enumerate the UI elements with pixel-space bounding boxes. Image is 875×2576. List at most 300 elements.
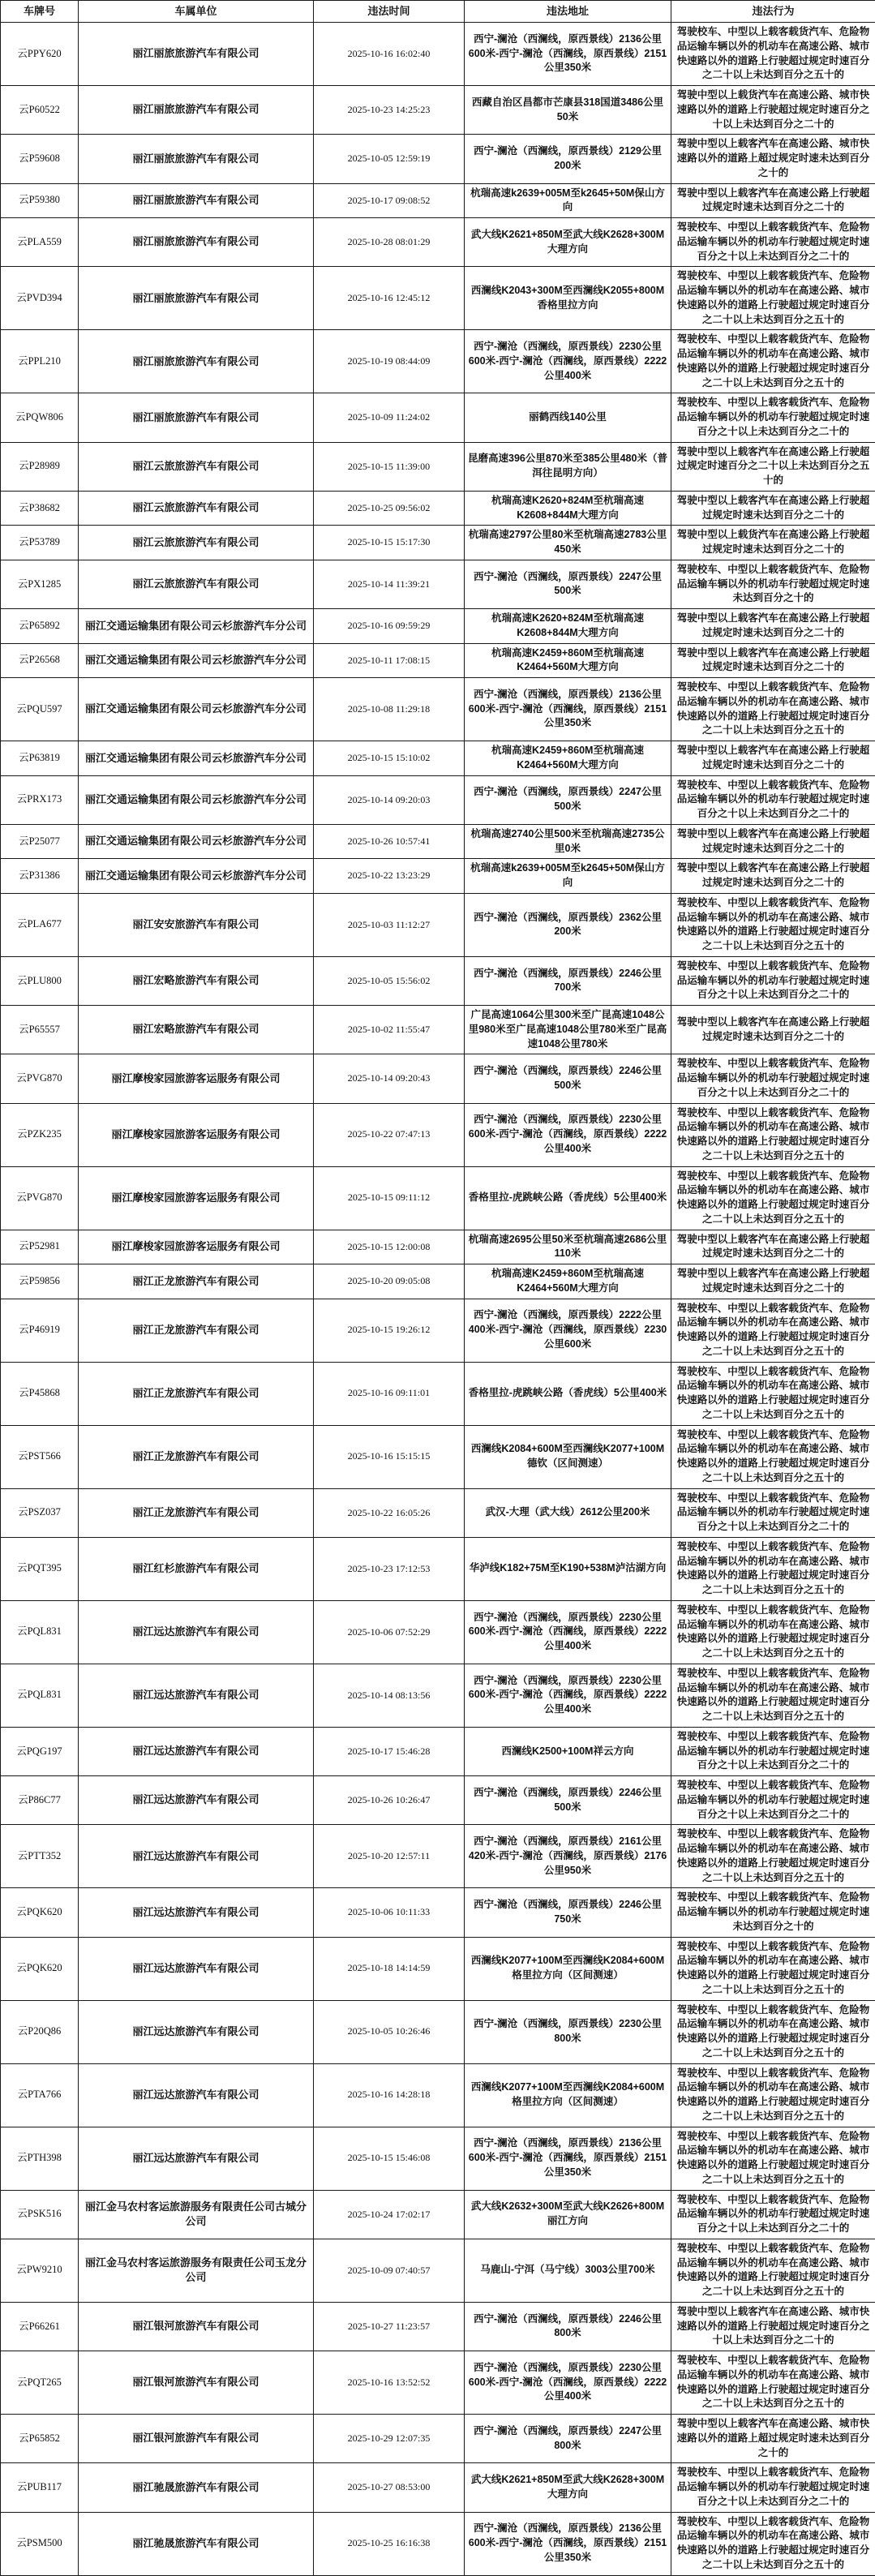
table-row [1,1299,875,1362]
cell-unit: 丽江宏略旅游汽车有限公司 [79,956,314,1005]
cell-address: 西宁-澜沧（西澜线，原西景线）2230公里600米-西宁-澜沧（西澜线，原西景线）2222公里400米 [465,330,671,393]
cell-behavior: 驾驶校车、中型以上载客载货汽车、危险物品运输车辆以外的机动车行驶超过规定时速未达到百分之十的 [671,1888,875,1937]
table-row [1,1776,875,1825]
cell-behavior: 驾驶中型以上载货汽车在高速公路、城市快速路以外的道路上行驶超过规定时速百分之十以上未达到百分之二十的 [671,86,875,135]
cell-behavior: 驾驶中型以上载客汽车在高速公路上行驶超过规定时速未达到百分之二十的 [671,643,875,678]
cell-unit: 丽江远达旅游汽车有限公司 [79,1600,314,1664]
cell-unit: 丽江交通运输集团有限公司云杉旅游汽车分公司 [79,609,314,644]
cell-unit: 丽江丽旅旅游汽车有限公司 [79,267,314,330]
cell-behavior: 驾驶中型以上载客汽车在高速公路上行驶超过规定时速未达到百分之二十的 [671,824,875,859]
cell-plate: 云PQG197 [1,1727,79,1775]
cell-unit: 丽江银河旅游汽车有限公司 [79,2351,314,2415]
column-header-behavior: 违法行为 [671,1,875,23]
cell-unit: 丽江远达旅游汽车有限公司 [79,1776,314,1825]
cell-address: 西宁-澜沧（西澜线，原西景线）2246公里750米 [465,1888,671,1937]
table-row [1,560,875,608]
cell-time: 2025-10-27 11:23:57 [314,2302,465,2351]
cell-time: 2025-10-22 07:47:13 [314,1103,465,1166]
cell-time: 2025-10-15 12:00:08 [314,1230,465,1264]
cell-time: 2025-10-26 10:57:41 [314,824,465,859]
cell-plate: 云PVD394 [1,267,79,330]
table-row [1,1825,875,1888]
cell-time: 2025-10-15 19:26:12 [314,1299,465,1362]
table-row [1,442,875,491]
cell-behavior: 驾驶校车、中型以上载客载货汽车、危险物品运输车辆以外的机动车在高速公路、城市快速路以外的道路上行驶超过规定时速百分之二十以上未达到百分之五十的 [671,1103,875,1166]
cell-plate: 云P28989 [1,442,79,491]
cell-time: 2025-10-03 11:12:27 [314,893,465,956]
cell-address: 西宁-澜沧（西澜线，原西景线）2136公里600米-西宁-澜沧（西澜线，原西景线）2151公里350米 [465,678,671,741]
cell-address: 杭瑞高速2797公里80米至杭瑞高速2783公里450米 [465,526,671,560]
cell-time: 2025-10-16 09:11:01 [314,1362,465,1425]
cell-unit: 丽江云旅旅游汽车有限公司 [79,560,314,608]
cell-unit: 丽江银河旅游汽车有限公司 [79,2302,314,2351]
cell-unit: 丽江正龙旅游汽车有限公司 [79,1299,314,1362]
cell-address: 西宁-澜沧（西澜线，原西景线）2230公里600米-西宁-澜沧（西澜线，原西景线）2222公里400米 [465,2351,671,2415]
cell-plate: 云P38682 [1,491,79,526]
cell-unit: 丽江云旅旅游汽车有限公司 [79,442,314,491]
cell-behavior: 驾驶中型以上载客汽车在高速公路上行驶超过规定时速未达到百分之二十的 [671,741,875,776]
cell-unit: 丽江丽旅旅游汽车有限公司 [79,135,314,183]
cell-time: 2025-10-16 13:52:52 [314,2351,465,2415]
table-row [1,2463,875,2512]
cell-plate: 云PSM500 [1,2512,79,2575]
cell-unit: 丽江摩梭家园旅游客运服务有限公司 [79,1054,314,1103]
table-row [1,2512,875,2575]
cell-time: 2025-10-27 08:53:00 [314,2463,465,2512]
cell-address: 西宁-澜沧（西澜线，原西景线）2247公里800米 [465,2415,671,2463]
cell-address: 西宁-澜沧（西澜线，原西景线）2129公里200米 [465,135,671,183]
cell-plate: 云P52981 [1,1230,79,1264]
cell-time: 2025-10-11 17:08:15 [314,643,465,678]
cell-address: 广昆高速1064公里300米至广昆高速1048公里980米至广昆高速1048公里780米至广昆高速1048公里780米 [465,1006,671,1054]
table-row [1,1054,875,1103]
table-row [1,1230,875,1264]
cell-plate: 云P25077 [1,824,79,859]
cell-behavior: 驾驶校车、中型以上载客载货汽车、危险物品运输车辆以外的机动车在高速公路、城市快速路以外的道路上行驶超过规定时速百分之二十以上未达到百分之五十的 [671,1664,875,1727]
cell-address: 武大线K2632+300M至武大线K2626+800M丽江方向 [465,2190,671,2239]
table-row [1,1888,875,1937]
cell-plate: 云P66261 [1,2302,79,2351]
cell-address: 西宁-澜沧（西澜线，原西景线）2246公里700米 [465,956,671,1005]
cell-time: 2025-10-09 07:40:57 [314,2239,465,2302]
cell-plate: 云P59380 [1,183,79,218]
table-row [1,1664,875,1727]
cell-behavior: 驾驶校车、中型以上载客载货汽车、危险物品运输车辆以外的机动车行驶超过规定时速百分之十以上未达到百分之二十的 [671,775,875,824]
cell-behavior: 驾驶校车、中型以上载客载货汽车、危险物品运输车辆以外的机动车在高速公路、城市快速路以外的道路上行驶超过规定时速百分之二十以上未达到百分之五十的 [671,2127,875,2190]
cell-address: 西澜线K2077+100M至西澜线K2084+600M格里拉方向（区间测速） [465,1937,671,2000]
cell-plate: 云PSZ037 [1,1488,79,1537]
cell-time: 2025-10-28 08:01:29 [314,218,465,267]
cell-address: 西澜线K2043+300M至西澜线K2055+800M香格里拉方向 [465,267,671,330]
cell-address: 西宁-澜沧（西澜线，原西景线）2246公里500米 [465,1776,671,1825]
cell-behavior: 驾驶校车、中型以上载客载货汽车、危险物品运输车辆以外的机动车行驶超过规定时速百分之十以上未达到百分之二十的 [671,956,875,1005]
table-row [1,824,875,859]
cell-time: 2025-10-16 09:59:29 [314,609,465,644]
cell-time: 2025-10-15 11:39:00 [314,442,465,491]
cell-unit: 丽江红杉旅游汽车有限公司 [79,1537,314,1600]
cell-unit: 丽江云旅旅游汽车有限公司 [79,526,314,560]
cell-address: 杭瑞高速K2459+860M至杭瑞高速K2464+560M大理方向 [465,643,671,678]
table-row [1,330,875,393]
cell-plate: 云PQW806 [1,393,79,442]
column-header-time: 违法时间 [314,1,465,23]
cell-plate: 云PVG870 [1,1166,79,1230]
cell-unit: 丽江远达旅游汽车有限公司 [79,1888,314,1937]
cell-address: 杭瑞高速K2620+824M至杭瑞高速K2608+844M大理方向 [465,609,671,644]
cell-time: 2025-10-22 16:05:26 [314,1488,465,1537]
cell-plate: 云PPY620 [1,23,79,86]
table-row [1,1166,875,1230]
cell-unit: 丽江远达旅游汽车有限公司 [79,2000,314,2063]
cell-plate: 云PST566 [1,1425,79,1488]
table-row [1,1264,875,1299]
cell-plate: 云P65852 [1,2415,79,2463]
cell-plate: 云P59856 [1,1264,79,1299]
cell-address: 杭瑞高速K2620+824M至杭瑞高速K2608+844M大理方向 [465,491,671,526]
cell-time: 2025-10-14 11:39:21 [314,560,465,608]
cell-time: 2025-10-06 07:52:29 [314,1600,465,1664]
cell-address: 西宁-澜沧（西澜线，原西景线）2161公里420米-西宁-澜沧（西澜线，原西景线）2176公里950米 [465,1825,671,1888]
cell-time: 2025-10-16 15:15:15 [314,1425,465,1488]
cell-address: 西宁-澜沧（西澜线，原西景线）2230公里600米-西宁-澜沧（西澜线，原西景线）2222公里400米 [465,1600,671,1664]
cell-address: 西宁-澜沧（西澜线，原西景线）2230公里600米-西宁-澜沧（西澜线，原西景线）2222公里400米 [465,1103,671,1166]
cell-address: 香格里拉-虎跳峡公路（香虎线）5公里400米 [465,1166,671,1230]
cell-unit: 丽江丽旅旅游汽车有限公司 [79,393,314,442]
cell-unit: 丽江宏略旅游汽车有限公司 [79,1006,314,1054]
cell-time: 2025-10-20 09:05:08 [314,1264,465,1299]
cell-unit: 丽江远达旅游汽车有限公司 [79,1727,314,1775]
cell-time: 2025-10-05 15:56:02 [314,956,465,1005]
cell-unit: 丽江金马农村客运旅游服务有限责任公司古城分公司 [79,2190,314,2239]
cell-behavior: 驾驶中型以上载客汽车在高速公路、城市快速路以外的道路上超过规定时速未达到百分之十的 [671,135,875,183]
cell-behavior: 驾驶校车、中型以上载客载货汽车、危险物品运输车辆以外的机动车在高速公路、城市快速路以外的道路上行驶超过规定时速百分之二十以上未达到百分之五十的 [671,330,875,393]
cell-unit: 丽江丽旅旅游汽车有限公司 [79,23,314,86]
cell-behavior: 驾驶中型以上载货汽车在高速公路上行驶超过规定时速未达到百分之二十的 [671,526,875,560]
cell-address: 西宁-澜沧（西澜线，原西景线）2247公里500米 [465,775,671,824]
cell-unit: 丽江正龙旅游汽车有限公司 [79,1488,314,1537]
cell-behavior: 驾驶校车、中型以上载客载货汽车、危险物品运输车辆以外的机动车在高速公路、城市快速路以外的道路上行驶超过规定时速百分之二十以上未达到百分之五十的 [671,1600,875,1664]
cell-address: 西澜线K2500+100M祥云方向 [465,1727,671,1775]
cell-time: 2025-10-14 09:20:03 [314,775,465,824]
cell-unit: 丽江丽旅旅游汽车有限公司 [79,218,314,267]
cell-plate: 云PVG870 [1,1054,79,1103]
table-row [1,2190,875,2239]
cell-unit: 丽江交通运输集团有限公司云杉旅游汽车分公司 [79,859,314,894]
table-row [1,2351,875,2415]
cell-unit: 丽江丽旅旅游汽车有限公司 [79,330,314,393]
cell-address: 杭瑞高速K2459+860M至杭瑞高速K2464+560M大理方向 [465,741,671,776]
cell-address: 马鹿山-宁洱（马宁线）3003公里700米 [465,2239,671,2302]
cell-behavior: 驾驶校车、中型以上载客载货汽车、危险物品运输车辆以外的机动车在高速公路、城市快速路以外的道路上行驶超过规定时速百分之二十以上未达到百分之五十的 [671,1537,875,1600]
cell-unit: 丽江丽旅旅游汽车有限公司 [79,86,314,135]
cell-address: 杭瑞高速k2639+005M至k2645+50M保山方向 [465,183,671,218]
cell-behavior: 驾驶校车、中型以上载客载货汽车、危险物品运输车辆以外的机动车行驶超过规定时速百分之十以上未达到百分之二十的 [671,1776,875,1825]
cell-behavior: 驾驶中型以上载客汽车在高速公路上行驶超过规定时速未达到百分之二十的 [671,491,875,526]
cell-behavior: 驾驶校车、中型以上载客载货汽车、危险物品运输车辆以外的机动车在高速公路、城市快速路以外的道路上行驶超过规定时速百分之二十以上未达到百分之五十的 [671,1937,875,2000]
cell-time: 2025-10-23 14:25:23 [314,86,465,135]
cell-address: 西宁-澜沧（西澜线，原西景线）2362公里200米 [465,893,671,956]
cell-address: 武大线K2621+850M至武大线K2628+300M大理方向 [465,218,671,267]
cell-unit: 丽江正龙旅游汽车有限公司 [79,1264,314,1299]
cell-time: 2025-10-22 13:23:29 [314,859,465,894]
cell-address: 西宁-澜沧（西澜线，原西景线）2136公里600米-西宁-澜沧（西澜线，原西景线）2151公里350米 [465,23,671,86]
table-row [1,2302,875,2351]
cell-plate: 云P86C77 [1,1776,79,1825]
cell-plate: 云P53789 [1,526,79,560]
table-row [1,23,875,86]
cell-plate: 云PTA766 [1,2063,79,2127]
cell-behavior: 驾驶中型以上载客汽车在高速公路上行驶超过规定时速未达到百分之二十的 [671,859,875,894]
cell-address: 西宁-澜沧（西澜线，原西景线）2136公里600米-西宁-澜沧（西澜线，原西景线）2151公里350米 [465,2512,671,2575]
cell-time: 2025-10-15 15:10:02 [314,741,465,776]
cell-time: 2025-10-23 17:12:53 [314,1537,465,1600]
cell-behavior: 驾驶中型以上载客汽车在高速公路上行驶超过规定时速未达到百分之二十的 [671,1006,875,1054]
cell-time: 2025-10-16 12:45:12 [314,267,465,330]
cell-address: 西澜线K2084+600M至西澜线K2077+100M德钦（区间测速） [465,1425,671,1488]
cell-unit: 丽江远达旅游汽车有限公司 [79,1937,314,2000]
cell-behavior: 驾驶校车、中型以上载客载货汽车、危险物品运输车辆以外的机动车在高速公路、城市快速路以外的道路上行驶超过规定时速百分之二十以上未达到百分之五十的 [671,2351,875,2415]
table-row [1,267,875,330]
table-row [1,526,875,560]
cell-behavior: 驾驶校车、中型以上载客载货汽车、危险物品运输车辆以外的机动车行驶超过规定时速百分之十以上未达到百分之二十的 [671,2463,875,2512]
cell-plate: 云PX1285 [1,560,79,608]
cell-time: 2025-10-15 15:17:30 [314,526,465,560]
table-row [1,859,875,894]
cell-unit: 丽江正龙旅游汽车有限公司 [79,1362,314,1425]
cell-plate: 云P63819 [1,741,79,776]
table-row [1,893,875,956]
cell-time: 2025-10-25 16:16:38 [314,2512,465,2575]
table-row [1,609,875,644]
cell-behavior: 驾驶中型以上载客汽车在高速公路上行驶超过规定时速未达到百分之二十的 [671,1264,875,1299]
cell-plate: 云PW9210 [1,2239,79,2302]
cell-behavior: 驾驶校车、中型以上载客载货汽车、危险物品运输车辆以外的机动车在高速公路、城市快速路以外的道路上行驶超过规定时速百分之二十以上未达到百分之五十的 [671,2000,875,2063]
column-header-address: 违法地址 [465,1,671,23]
cell-address: 华泸线K182+75M至K190+538M泸沽湖方向 [465,1537,671,1600]
cell-plate: 云PZK235 [1,1103,79,1166]
cell-behavior: 驾驶校车、中型以上载客载货汽车、危险物品运输车辆以外的机动车行驶超过规定时速未达到百分之十的 [671,560,875,608]
cell-behavior: 驾驶中型以上载客汽车在高速公路上行驶超过规定时速百分之二十以上未达到百分之五十的 [671,442,875,491]
cell-behavior: 驾驶中型以上载客汽车在高速公路上行驶超过规定时速未达到百分之二十的 [671,183,875,218]
cell-unit: 丽江金马农村客运旅游服务有限责任公司玉龙分公司 [79,2239,314,2302]
cell-time: 2025-10-17 15:46:28 [314,1727,465,1775]
cell-time: 2025-10-09 11:24:02 [314,393,465,442]
cell-behavior: 驾驶校车、中型以上载客载货汽车、危险物品运输车辆以外的机动车行驶超过规定时速百分之十以上未达到百分之二十的 [671,2190,875,2239]
cell-plate: 云PQU597 [1,678,79,741]
cell-behavior: 驾驶校车、中型以上载客载货汽车、危险物品运输车辆以外的机动车在高速公路、城市快速路以外的道路上行驶超过规定时速百分之二十以上未达到百分之五十的 [671,678,875,741]
cell-behavior: 驾驶校车、中型以上载客载货汽车、危险物品运输车辆以外的机动车在高速公路、城市快速路以外的道路上行驶超过规定时速百分之二十以上未达到百分之五十的 [671,2063,875,2127]
cell-plate: 云PQK620 [1,1888,79,1937]
cell-behavior: 驾驶中型以上载客汽车在高速公路、城市快速路以外的道路上行驶超过规定时速百分之十以上未达到百分之二十的 [671,2302,875,2351]
table-row [1,2000,875,2063]
cell-behavior: 驾驶中型以上载客汽车在高速公路上行驶超过规定时速未达到百分之二十的 [671,1230,875,1264]
cell-behavior: 驾驶校车、中型以上载客载货汽车、危险物品运输车辆以外的机动车在高速公路、城市快速路以外的道路上行驶超过规定时速百分之二十以上未达到百分之五十的 [671,893,875,956]
column-header-plate: 车牌号 [1,1,79,23]
cell-time: 2025-10-29 12:07:35 [314,2415,465,2463]
cell-unit: 丽江交通运输集团有限公司云杉旅游汽车分公司 [79,741,314,776]
table-row [1,678,875,741]
cell-address: 西宁-澜沧（西澜线，原西景线）2136公里600米-西宁-澜沧（西澜线，原西景线）2151公里350米 [465,2127,671,2190]
table-row [1,1537,875,1600]
cell-behavior: 驾驶校车、中型以上载客载货汽车、危险物品运输车辆以外的机动车行驶超过规定时速百分之十以上未达到百分之二十的 [671,393,875,442]
cell-behavior: 驾驶校车、中型以上载客载货汽车、危险物品运输车辆以外的机动车在高速公路、城市快速路以外的道路上行驶超过规定时速百分之二十以上未达到百分之五十的 [671,1166,875,1230]
table-row [1,1006,875,1054]
header-row [1,1,875,23]
cell-plate: 云P59608 [1,135,79,183]
cell-time: 2025-10-02 11:55:47 [314,1006,465,1054]
cell-unit: 丽江交通运输集团有限公司云杉旅游汽车分公司 [79,824,314,859]
cell-unit: 丽江驰晟旅游汽车有限公司 [79,2463,314,2512]
cell-plate: 云P45868 [1,1362,79,1425]
table-body [1,23,875,2576]
cell-unit: 丽江远达旅游汽车有限公司 [79,2127,314,2190]
cell-address: 西宁-澜沧（西澜线，原西景线）2246公里500米 [465,1054,671,1103]
cell-behavior: 驾驶校车、中型以上载客载货汽车、危险物品运输车辆以外的机动车在高速公路、城市快速路以外的道路上行驶超过规定时速百分之二十以上未达到百分之五十的 [671,1825,875,1888]
cell-address: 西宁-澜沧（西澜线，原西景线）2246公里800米 [465,2302,671,2351]
cell-plate: 云P60522 [1,86,79,135]
cell-time: 2025-10-06 10:11:33 [314,1888,465,1937]
cell-plate: 云PQL831 [1,1600,79,1664]
cell-plate: 云PLA559 [1,218,79,267]
cell-plate: 云PTH398 [1,2127,79,2190]
cell-unit: 丽江交通运输集团有限公司云杉旅游汽车分公司 [79,678,314,741]
cell-plate: 云P31386 [1,859,79,894]
cell-plate: 云PLU800 [1,956,79,1005]
table-row [1,2063,875,2127]
table-row [1,1362,875,1425]
table-row [1,643,875,678]
table-row [1,1488,875,1537]
cell-plate: 云P20Q86 [1,2000,79,2063]
cell-address: 西澜线K2077+100M至西澜线K2084+600M格里拉方向（区间测速） [465,2063,671,2127]
cell-plate: 云PTT352 [1,1825,79,1888]
cell-time: 2025-10-16 14:28:18 [314,2063,465,2127]
table-row [1,1103,875,1166]
table-row [1,393,875,442]
cell-unit: 丽江远达旅游汽车有限公司 [79,2063,314,2127]
cell-time: 2025-10-17 09:08:52 [314,183,465,218]
cell-plate: 云P65557 [1,1006,79,1054]
cell-unit: 丽江驰晟旅游汽车有限公司 [79,2512,314,2575]
cell-address: 武汉-大理（武大线）2612公里200米 [465,1488,671,1537]
cell-time: 2025-10-15 15:46:08 [314,2127,465,2190]
table-row [1,2127,875,2190]
table-row [1,86,875,135]
cell-time: 2025-10-26 10:26:47 [314,1776,465,1825]
cell-plate: 云PLA677 [1,893,79,956]
cell-time: 2025-10-20 12:57:11 [314,1825,465,1888]
cell-plate: 云PQK620 [1,1937,79,2000]
cell-unit: 丽江远达旅游汽车有限公司 [79,1664,314,1727]
cell-time: 2025-10-14 09:20:43 [314,1054,465,1103]
cell-address: 香格里拉-虎跳峡公路（香虎线）5公里400米 [465,1362,671,1425]
table-row [1,135,875,183]
table-row [1,2415,875,2463]
cell-behavior: 驾驶校车、中型以上载客载货汽车、危险物品运输车辆以外的机动车行驶超过规定时速百分之十以上未达到百分之二十的 [671,1054,875,1103]
cell-address: 丽鹤西线140公里 [465,393,671,442]
cell-behavior: 驾驶校车、中型以上载客载货汽车、危险物品运输车辆以外的机动车行驶超过规定时速百分之十以上未达到百分之二十的 [671,218,875,267]
table-row [1,2239,875,2302]
cell-address: 西宁-澜沧（西澜线，原西景线）2247公里500米 [465,560,671,608]
cell-address: 西宁-澜沧（西澜线，原西景线）2222公里400米-西宁-澜沧（西澜线，原西景线）2230公里600米 [465,1299,671,1362]
cell-plate: 云P26568 [1,643,79,678]
cell-address: 昆磨高速396公里870米至385公里480米（普洱往昆明方向） [465,442,671,491]
cell-plate: 云PQT265 [1,2351,79,2415]
table-header [1,1,875,23]
cell-time: 2025-10-05 12:59:19 [314,135,465,183]
column-header-unit: 车属单位 [79,1,314,23]
table-row [1,741,875,776]
cell-unit: 丽江交通运输集团有限公司云杉旅游汽车分公司 [79,775,314,824]
cell-behavior: 驾驶校车、中型以上载客载货汽车、危险物品运输车辆以外的机动车行驶超过规定时速百分之十以上未达到百分之二十的 [671,1727,875,1775]
cell-plate: 云PQL831 [1,1664,79,1727]
cell-plate: 云P46919 [1,1299,79,1362]
cell-plate: 云PQT395 [1,1537,79,1600]
cell-behavior: 驾驶校车、中型以上载客载货汽车、危险物品运输车辆以外的机动车在高速公路、城市快速路以外的道路上行驶超过规定时速百分之二十以上未达到百分之五十的 [671,267,875,330]
cell-behavior: 驾驶中型以上载客汽车在高速公路、城市快速路以外的道路上超过规定时速未达到百分之十的 [671,2415,875,2463]
cell-address: 武大线K2621+850M至武大线K2628+300M大理方向 [465,2463,671,2512]
table-row [1,218,875,267]
cell-address: 杭瑞高速k2639+005M至k2645+50M保山方向 [465,859,671,894]
cell-time: 2025-10-24 17:02:17 [314,2190,465,2239]
cell-address: 西宁-澜沧（西澜线，原西景线）2230公里800米 [465,2000,671,2063]
cell-unit: 丽江云旅旅游汽车有限公司 [79,491,314,526]
cell-behavior: 驾驶校车、中型以上载客载货汽车、危险物品运输车辆以外的机动车在高速公路、城市快速路以外的道路上行驶超过规定时速百分之二十以上未达到百分之五十的 [671,2512,875,2575]
cell-behavior: 驾驶校车、中型以上载客载货汽车、危险物品运输车辆以外的机动车在高速公路、城市快速路以外的道路上行驶超过规定时速百分之二十以上未达到百分之五十的 [671,23,875,86]
cell-unit: 丽江银河旅游汽车有限公司 [79,2415,314,2463]
cell-time: 2025-10-15 09:11:12 [314,1166,465,1230]
table-row [1,1937,875,2000]
cell-address: 杭瑞高速K2459+860M至杭瑞高速K2464+560M大理方向 [465,1264,671,1299]
cell-time: 2025-10-19 08:44:09 [314,330,465,393]
cell-plate: 云PUB117 [1,2463,79,2512]
cell-behavior: 驾驶校车、中型以上载客载货汽车、危险物品运输车辆以外的机动车在高速公路、城市快速路以外的道路上行驶超过规定时速百分之二十以上未达到百分之五十的 [671,1425,875,1488]
cell-unit: 丽江正龙旅游汽车有限公司 [79,1425,314,1488]
table-row [1,1600,875,1664]
table-row [1,491,875,526]
table-row [1,183,875,218]
cell-unit: 丽江摩梭家园旅游客运服务有限公司 [79,1230,314,1264]
cell-address: 西藏自治区昌都市芒康县318国道3486公里50米 [465,86,671,135]
cell-time: 2025-10-05 10:26:46 [314,2000,465,2063]
cell-address: 西宁-澜沧（西澜线，原西景线）2230公里600米-西宁-澜沧（西澜线，原西景线）2222公里400米 [465,1664,671,1727]
table-row [1,1425,875,1488]
cell-time: 2025-10-16 16:02:40 [314,23,465,86]
table-row [1,956,875,1005]
cell-address: 杭瑞高速2740公里500米至杭瑞高速2735公里0米 [465,824,671,859]
cell-unit: 丽江交通运输集团有限公司云杉旅游汽车分公司 [79,643,314,678]
cell-unit: 丽江安安旅游汽车有限公司 [79,893,314,956]
cell-unit: 丽江远达旅游汽车有限公司 [79,1825,314,1888]
cell-unit: 丽江丽旅旅游汽车有限公司 [79,183,314,218]
cell-time: 2025-10-14 08:13:56 [314,1664,465,1727]
cell-time: 2025-10-25 09:56:02 [314,491,465,526]
table-row [1,1727,875,1775]
cell-behavior: 驾驶校车、中型以上载客载货汽车、危险物品运输车辆以外的机动车在高速公路、城市快速路以外的道路上行驶超过规定时速百分之二十以上未达到百分之五十的 [671,1362,875,1425]
cell-behavior: 驾驶中型以上载客汽车在高速公路上行驶超过规定时速未达到百分之二十的 [671,609,875,644]
cell-time: 2025-10-18 14:14:59 [314,1937,465,2000]
cell-plate: 云P65892 [1,609,79,644]
cell-behavior: 驾驶校车、中型以上载客载货汽车、危险物品运输车辆以外的机动车在高速公路、城市快速路以外的道路上行驶超过规定时速百分之二十以上未达到百分之五十的 [671,2239,875,2302]
cell-unit: 丽江摩梭家园旅游客运服务有限公司 [79,1103,314,1166]
cell-behavior: 驾驶校车、中型以上载客载货汽车、危险物品运输车辆以外的机动车行驶超过规定时速百分之十以上未达到百分之二十的 [671,1488,875,1537]
cell-plate: 云PRX173 [1,775,79,824]
cell-behavior: 驾驶校车、中型以上载客载货汽车、危险物品运输车辆以外的机动车在高速公路、城市快速路以外的道路上行驶超过规定时速百分之二十以上未达到百分之五十的 [671,1299,875,1362]
cell-time: 2025-10-08 11:29:18 [314,678,465,741]
cell-address: 杭瑞高速2695公里50米至杭瑞高速2686公里110米 [465,1230,671,1264]
cell-plate: 云PPL210 [1,330,79,393]
cell-plate: 云PSK516 [1,2190,79,2239]
